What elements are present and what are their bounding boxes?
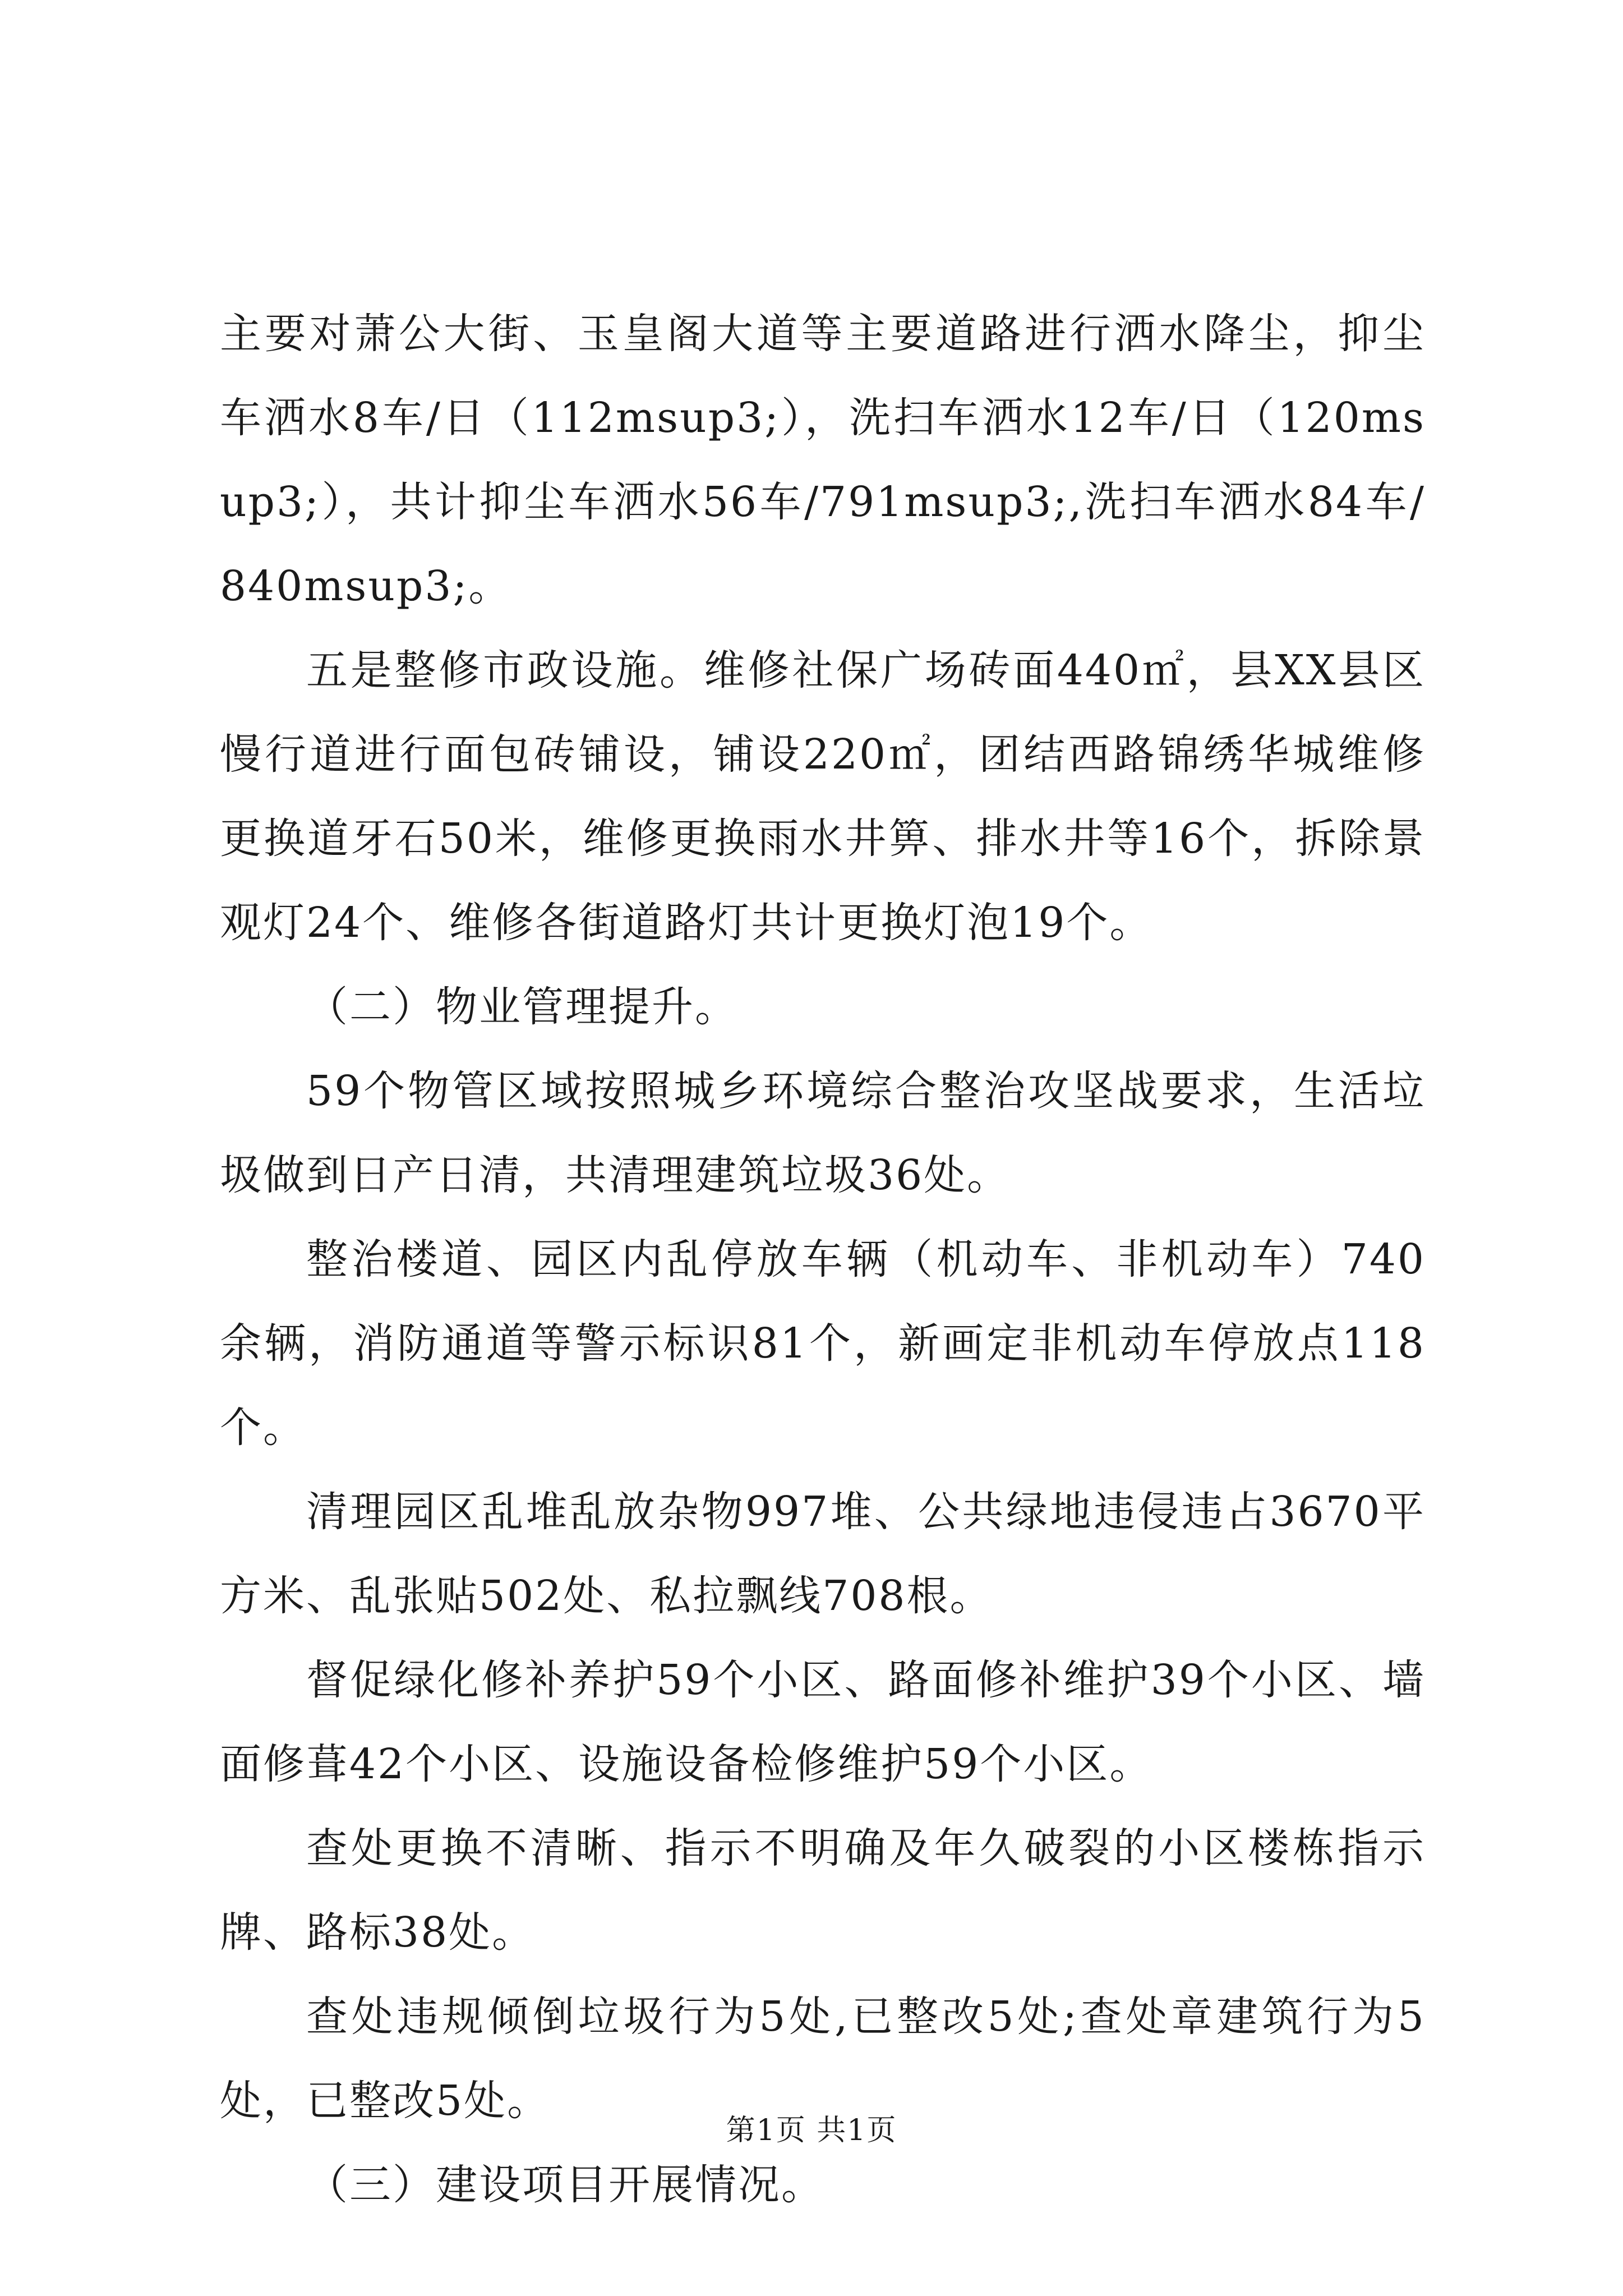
- paragraph-signage: 查处更换不清晰、指示不明确及年久破裂的小区楼栋指示牌、路标38处。: [220, 1824, 1426, 1957]
- paragraph-watering: 主要对萧公大街、玉皇阁大道等主要道路进行洒水降尘，抑尘车洒水8车/日（112msup3;），洗扫车洒水12车/日（120msup3;），共计抑尘车洒水56车/791msup3;,洗扫车洒水84车/840msup3;。: [220, 310, 1426, 610]
- paragraph-vehicle-rectification: 整治楼道、园区内乱停放车辆（机动车、非机动车）740余辆，消防通道等警示标识81个，新画定非机动车停放点118个。: [220, 1235, 1426, 1452]
- document-body: [220, 292, 1426, 2227]
- page-footer: 第1页 共1页: [726, 2114, 897, 2147]
- section-heading-construction-projects: （三）建设项目开展情况。: [306, 2161, 824, 2209]
- paragraph-municipal-repair: 五是整修市政设施。维修社保广场砖面440㎡，县XX县区慢行道进行面包砖铺设，铺设220㎡，团结西路锦绣华城维修更换道牙石50米，维修更换雨水井箅、排水井等16个，拆除景观灯24个、维修各街道路灯共计更换灯泡19个。: [220, 646, 1426, 947]
- section-heading-property-management: （二）物业管理提升。: [306, 983, 738, 1031]
- paragraph-debris-cleanup: 清理园区乱堆乱放杂物997堆、公共绿地违侵违占3670平方米、乱张贴502处、私拉飘线708根。: [220, 1488, 1426, 1620]
- paragraph-violations: 查处违规倾倒垃圾行为5处,已整改5处;查处章建筑行为5处，已整改5处。: [220, 1993, 1426, 2125]
- paragraph-maintenance: 督促绿化修补养护59个小区、路面修补维护39个小区、墙面修葺42个小区、设施设备检修维护59个小区。: [220, 1656, 1426, 1788]
- paragraph-garbage-cleanup: 59个物管区域按照城乡环境综合整治攻坚战要求，生活垃圾做到日产日清，共清理建筑垃圾36处。: [220, 1067, 1426, 1199]
